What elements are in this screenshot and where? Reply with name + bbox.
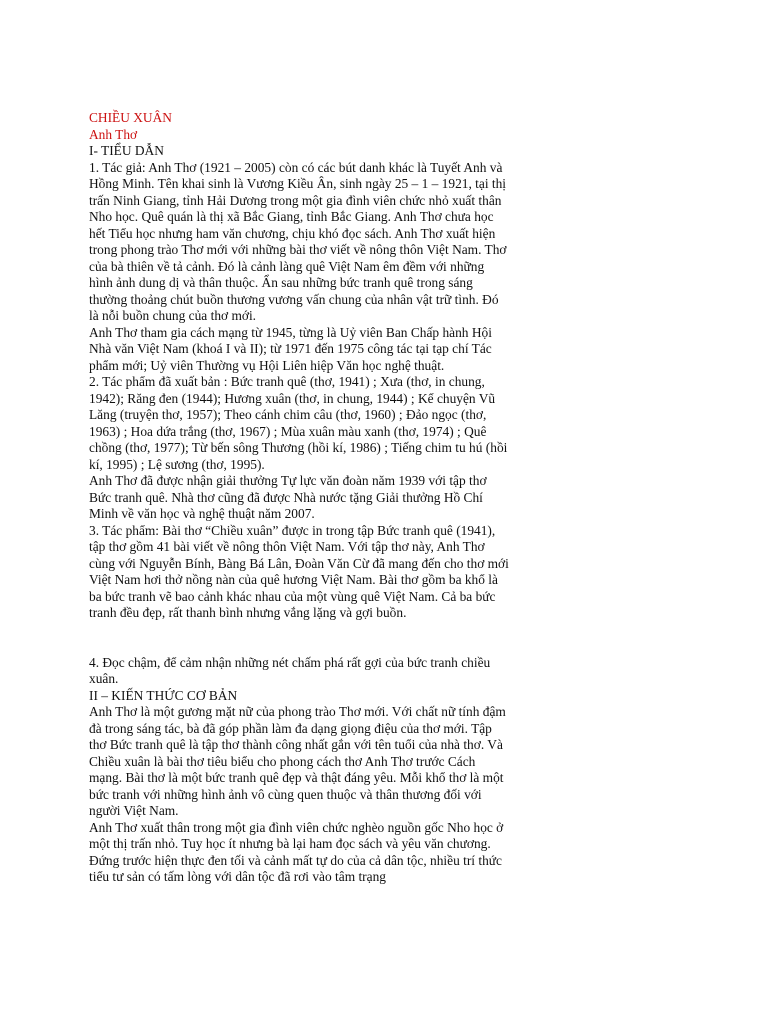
paragraph-career: Anh Thơ tham gia cách mạng từ 1945, từng là Uỷ viên Ban Chấp hành Hội Nhà văn Việt Nam (khoá I và II); từ 1971 đến 1975 công tác tại tạp chí Tác phẩm mới; Uỷ viên Thường vụ Hội Liên hiệp Văn học nghệ thuật. xyxy=(89,324,492,373)
blank-gap xyxy=(89,622,509,655)
section-2-heading: II – KIẾN THỨC CƠ BẢN xyxy=(89,687,238,703)
section-1-heading: I- TIỂU DẪN xyxy=(89,143,164,158)
document-title: CHIỀU XUÂN xyxy=(89,110,172,125)
paragraph-analysis-1: Anh Thơ là một gương mặt nữ của phong trào Thơ mới. Với chất nữ tính đậm đà trong sáng tác, bà đã góp phần làm đa dạng giọng điệu của thơ mới. Tập thơ Bức tranh quê là tập thơ thành công nhất gắn với tên tuổi của nhà thơ. Và Chiều xuân là bài thơ tiêu biểu cho phong cách thơ Anh Thơ trước Cách mạng. Bài thơ là một bức tranh quê đẹp và thật đáng yêu. Mỗi khổ thơ là một bức tranh với những hình ảnh vô cùng quen thuộc và thân thương đối với người Việt Nam. xyxy=(89,704,506,818)
paragraph-reading-note: 4. Đọc chậm, để cảm nhận những nét chấm phá rất gợi của bức tranh chiều xuân. xyxy=(89,654,491,686)
paragraph-poem-intro: 3. Tác phẩm: Bài thơ “Chiều xuân” được in trong tập Bức tranh quê (1941), tập thơ gồm 41 bài viết về nông thôn Việt Nam. Với tập thơ này, Anh Thơ cùng với Nguyễn Bính, Bàng Bá Lân, Đoàn Văn Cừ đã mang đến cho thơ mới Việt Nam hơi thở nồng nàn của quê hương Việt Nam. Bài thơ gồm ba khổ là ba bức tranh vẽ bao cảnh khác nhau của một vùng quê Việt Nam. Cả ba bức tranh đều đẹp, rất thanh bình nhưng vắng lặng và gợi buồn. xyxy=(89,522,509,620)
paragraph-awards: Anh Thơ đã được nhận giải thưởng Tự lực văn đoàn năm 1939 với tập thơ Bức tranh quê. Nhà thơ cũng đã được Nhà nước tặng Giải thưởng Hồ Chí Minh về văn học và nghệ thuật năm 2007. xyxy=(89,473,487,521)
paragraph-analysis-2: Anh Thơ xuất thân trong một gia đình viên chức nghèo nguồn gốc Nho học ở một thị trấn nhỏ. Tuy học ít nhưng bà lại ham đọc sách và yêu văn chương. Đứng trước hiện thực đen tối và cảnh mất tự do của cả dân tộc, nhiều trí thức tiểu tư sản có tấm lòng với dân tộc đã rơi vào tâm trạng xyxy=(89,819,504,884)
document-page xyxy=(89,110,509,886)
paragraph-works: 2. Tác phẩm đã xuất bản : Bức tranh quê (thơ, 1941) ; Xưa (thơ, in chung, 1942); Răng đen (1944); Hương xuân (thơ, in chung, 1944) ; Kể chuyện Vũ Lăng (truyện thơ, 1957); Theo cánh chim câu (thơ, 1960) ; Đảo ngọc (thơ, 1963) ; Hoa dứa trắng (thơ, 1967) ; Mùa xuân màu xanh (thơ, 1974) ; Quê chồng (thơ, 1977); Từ bến sông Thương (hồi kí, 1986) ; Tiếng chim tu hú (hồi kí, 1995) ; Lệ sương (thơ, 1995). xyxy=(89,374,508,472)
paragraph-author-bio: 1. Tác giả: Anh Thơ (1921 – 2005) còn có các bút danh khác là Tuyết Anh và Hồng Minh. Tên khai sinh là Vương Kiều Ân, sinh ngày 25 – 1 – 1921, tại thị trấn Ninh Giang, tỉnh Hải Dương trong một gia đình viên chức nhỏ xuất thân Nho học. Quê quán là thị xã Bắc Giang, tỉnh Bắc Giang. Anh Thơ chưa học hết Tiểu học nhưng ham văn chương, chịu khó đọc sách. Anh Thơ xuất hiện trong phong trào Thơ mới với những bài thơ viết về nông thôn Việt Nam. Thơ của bà thiên về tả cảnh. Đó là cảnh làng quê Việt Nam êm đềm với những hình ảnh dung dị và thân thuộc. Ẩn sau những bức tranh quê trong sáng thường thoảng chút buồn thương vương vấn chung của nhân vật trữ tình. Đó là nỗi buồn chung của thơ mới. xyxy=(89,159,507,323)
author-name: Anh Thơ xyxy=(89,126,138,142)
